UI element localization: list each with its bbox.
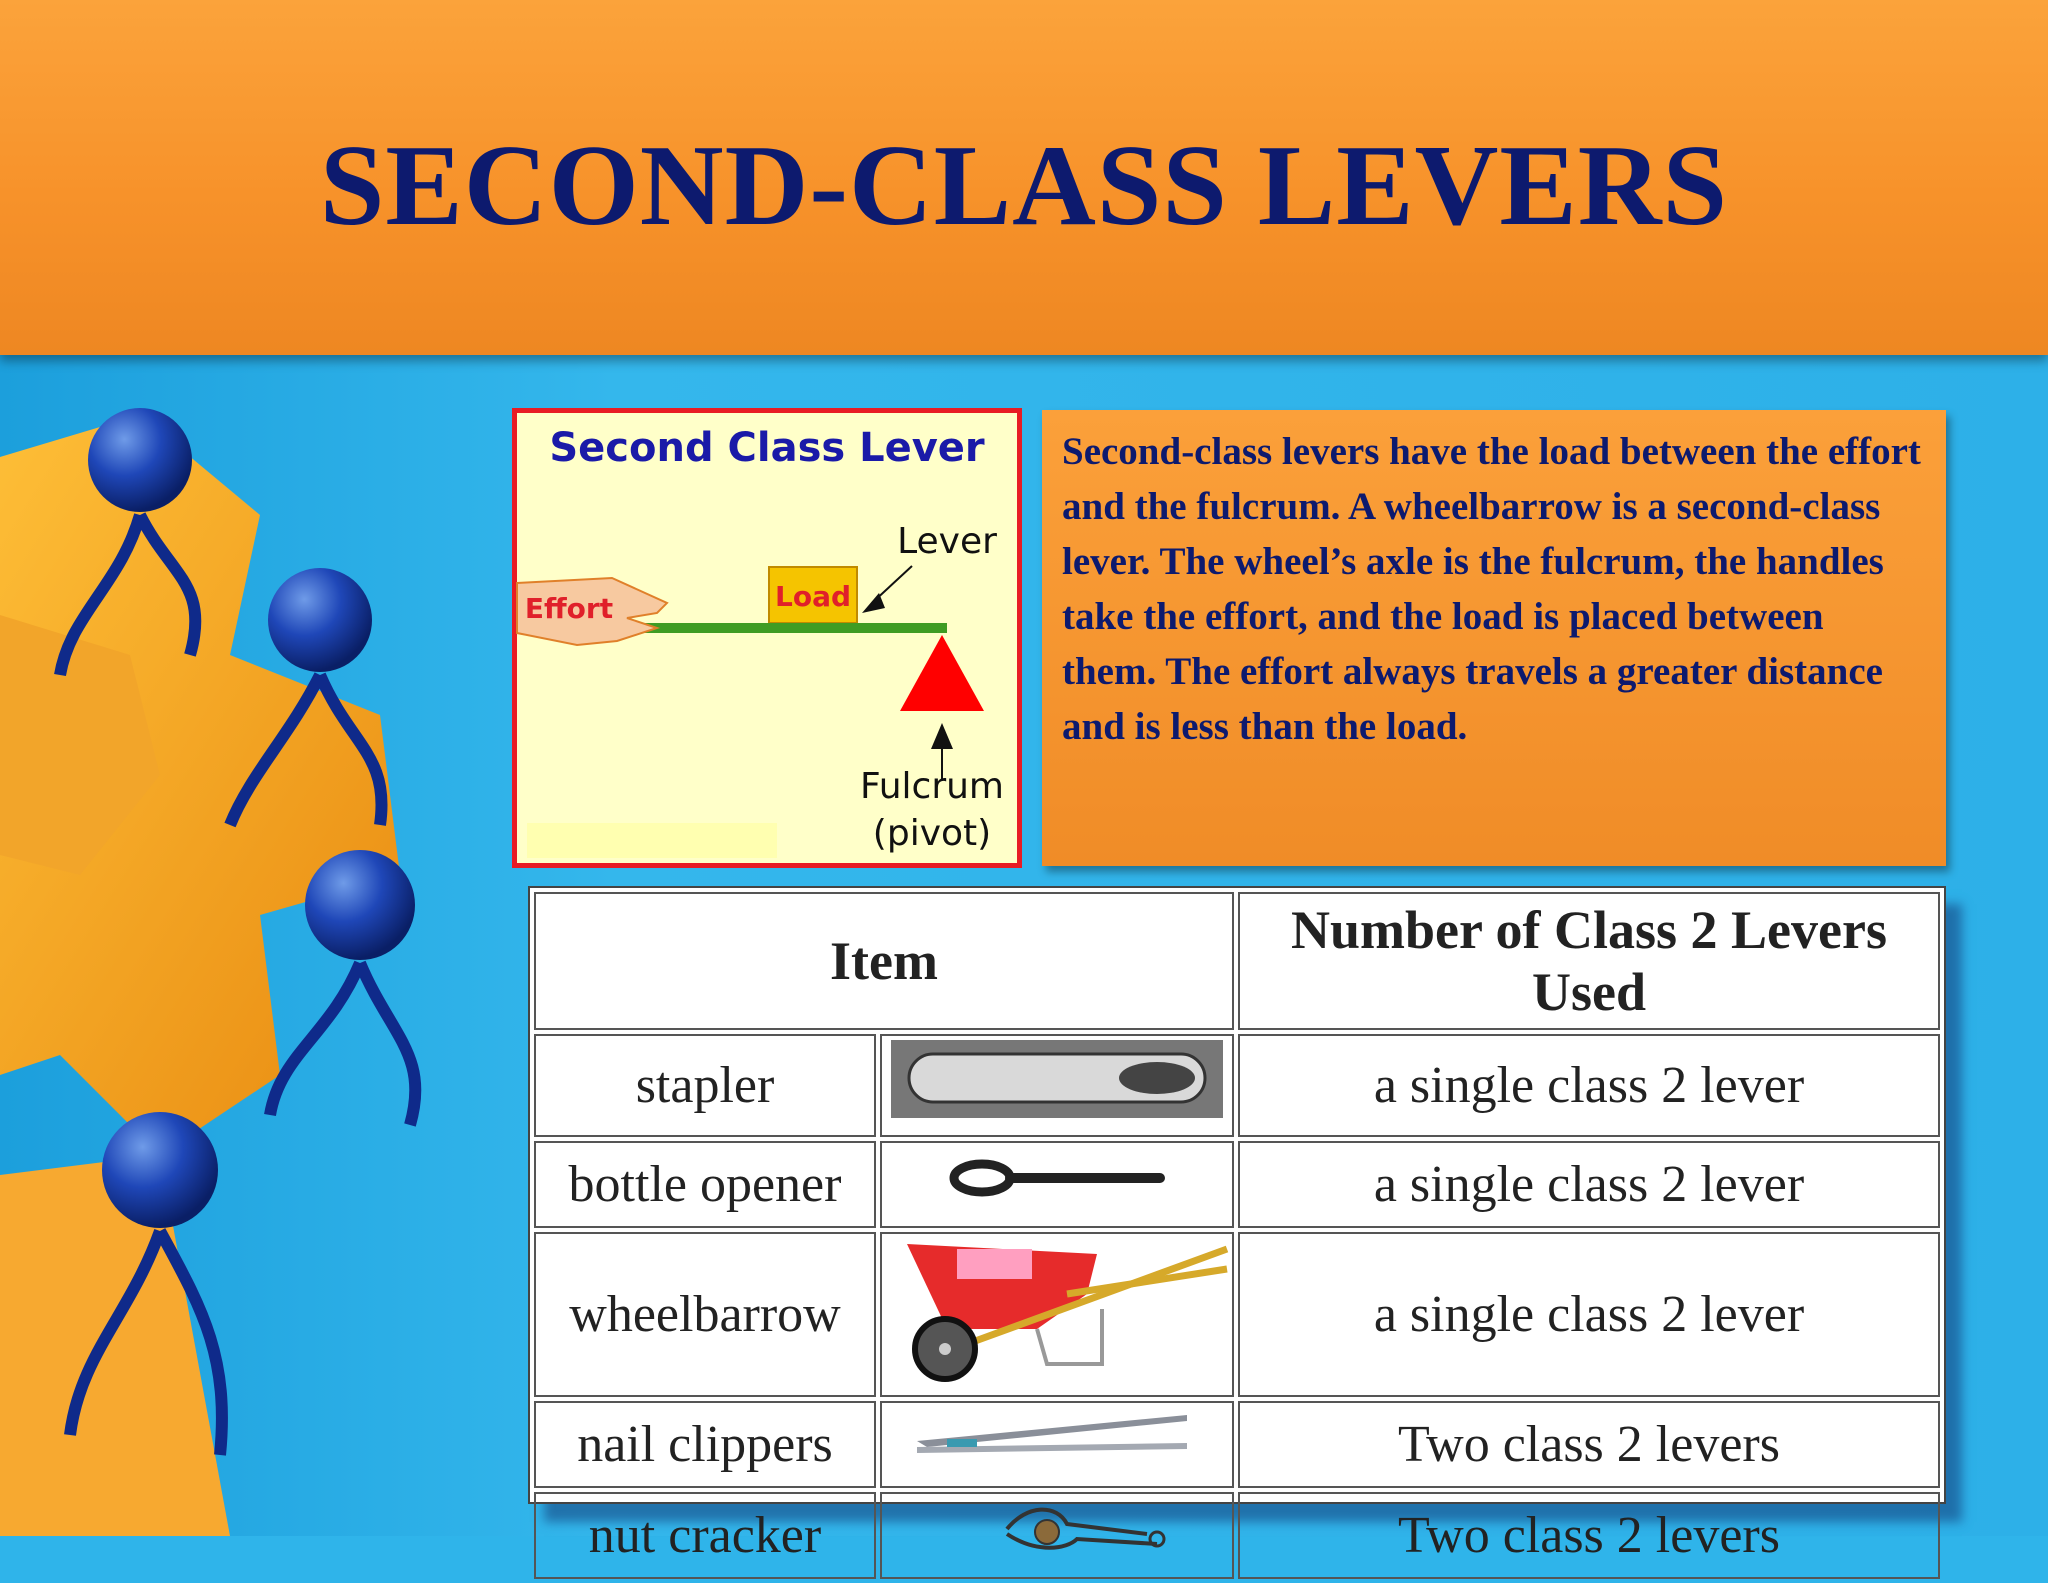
description-text: Second-class levers have the load between the effort and the fulcrum. A wheelbarrow is a second-class lever. The wheel’s axle is the fulcrum, the handles take the effort, and the load is placed between them. The effort always travels a greater distance and is less than the load. (1062, 430, 1921, 748)
gear-figures-illustration (0, 355, 470, 1536)
pivot-label: (pivot) (872, 813, 992, 854)
diagram-title: Second Class Lever (549, 425, 985, 471)
bottle-opener-icon (880, 1141, 1234, 1228)
table-header-row (534, 892, 1940, 1030)
second-class-lever-diagram (512, 408, 1022, 868)
table-row (534, 1492, 1940, 1579)
examples-table-container (528, 886, 1946, 1564)
item-cell: nail clippers (534, 1401, 876, 1488)
slide-title: SECOND-CLASS LEVERS (319, 122, 1729, 250)
table-row (534, 1232, 1940, 1397)
count-cell: a single class 2 lever (1238, 1034, 1940, 1137)
count-cell: a single class 2 lever (1238, 1232, 1940, 1397)
fulcrum-label: Fulcrum (859, 766, 1005, 807)
header-item: Item (534, 892, 1234, 1030)
table-row (534, 1034, 1940, 1137)
count-cell: a single class 2 lever (1238, 1141, 1940, 1228)
header-count: Number of Class 2 Levers Used (1238, 892, 1940, 1030)
count-cell: Two class 2 levers (1238, 1401, 1940, 1488)
item-cell: nut cracker (534, 1492, 876, 1579)
item-cell: bottle opener (534, 1141, 876, 1228)
wheelbarrow-icon (880, 1232, 1234, 1397)
examples-table (530, 888, 1944, 1583)
table-row (534, 1141, 1940, 1228)
lever-label: Lever (897, 521, 997, 562)
description-box (1042, 410, 1946, 866)
item-cell: wheelbarrow (534, 1232, 876, 1397)
lever-arrowhead (862, 593, 885, 613)
count-cell: Two class 2 levers (1238, 1492, 1940, 1579)
fulcrum-triangle (900, 635, 984, 711)
diagram-footer-strip (527, 823, 777, 858)
nail-clippers-icon (880, 1401, 1234, 1488)
fulcrum-arrowhead (931, 723, 953, 749)
item-cell: stapler (534, 1034, 876, 1137)
title-banner (0, 0, 2048, 355)
stapler-icon (880, 1034, 1234, 1137)
nut-cracker-icon (880, 1492, 1234, 1579)
load-label: Load (774, 580, 852, 613)
effort-label: Effort (524, 592, 614, 625)
table-row (534, 1401, 1940, 1488)
